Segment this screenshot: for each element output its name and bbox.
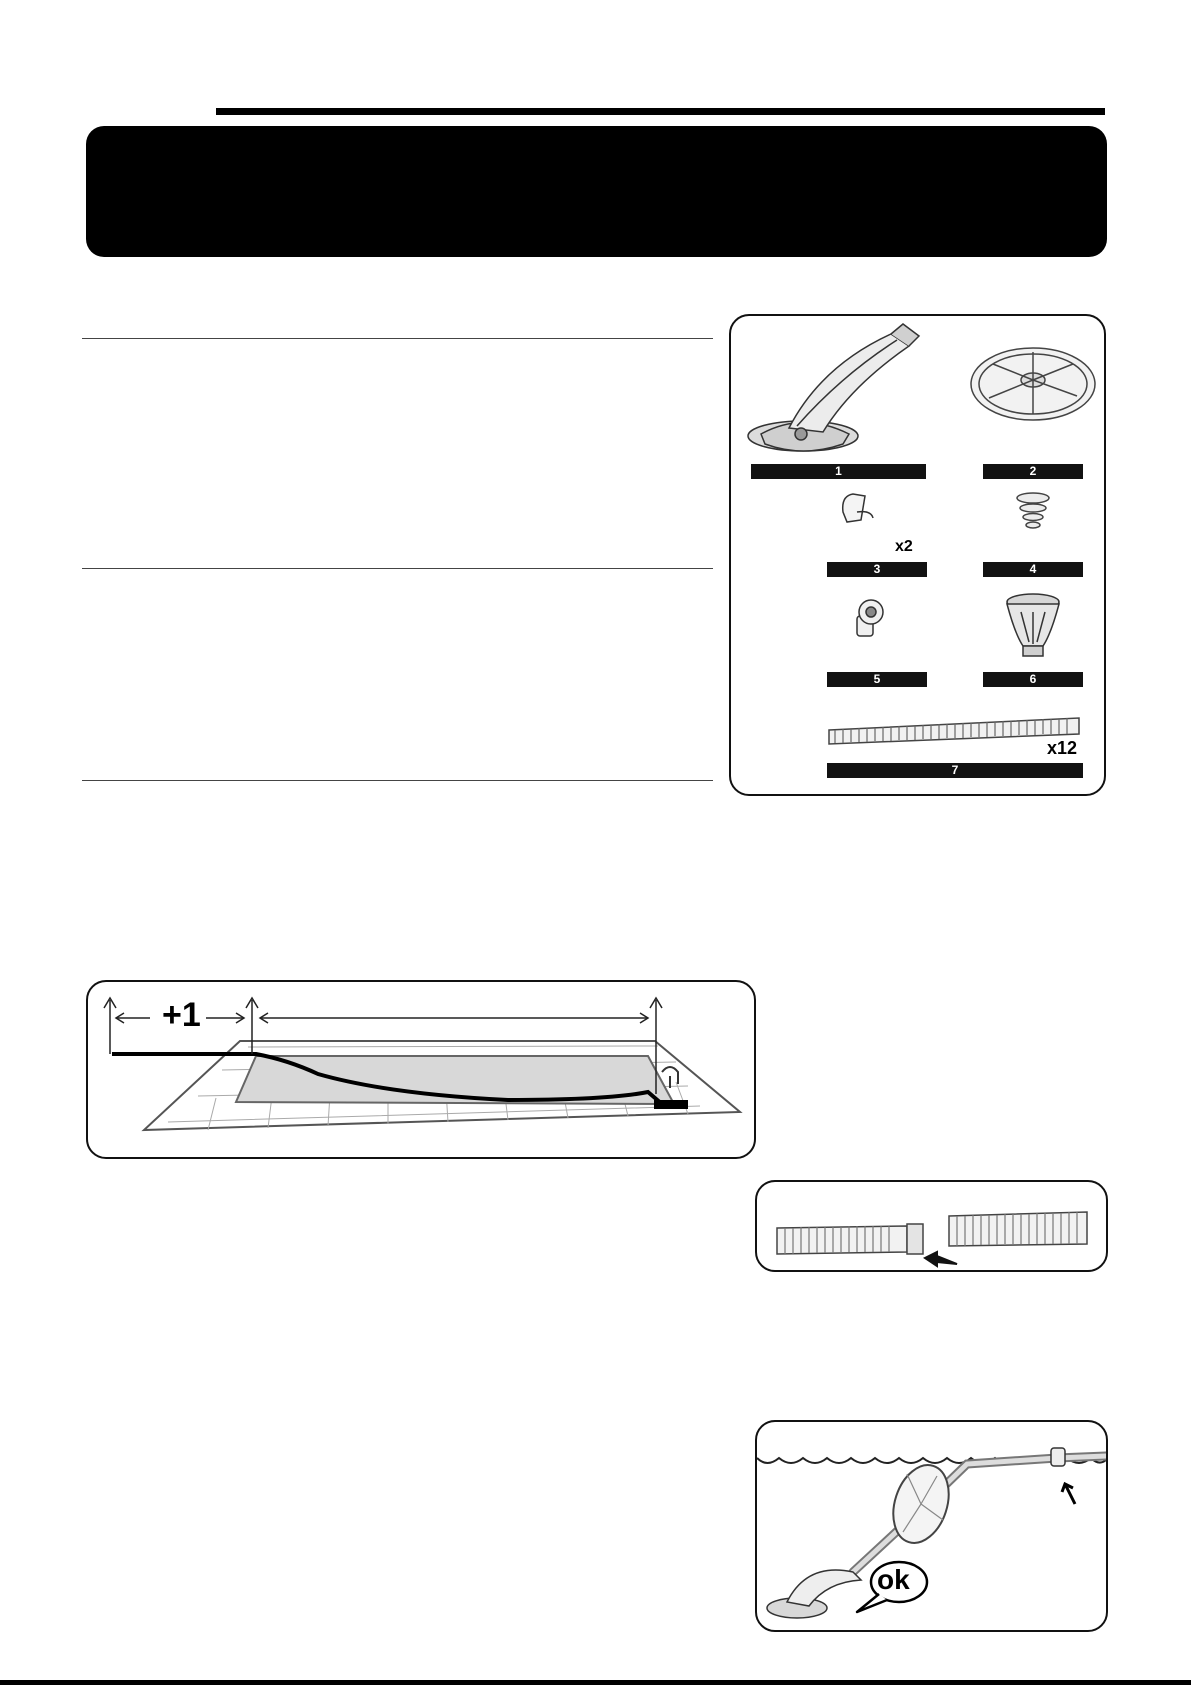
arrow-icon xyxy=(1062,1484,1075,1504)
cleaner-head-illustration xyxy=(748,324,919,451)
title-banner xyxy=(86,126,1107,257)
section-divider-1 xyxy=(82,338,713,339)
installation-check-panel xyxy=(755,1420,1108,1632)
parts-illustrations xyxy=(731,316,1104,794)
skimmer-adapter-illustration xyxy=(1007,594,1059,656)
regulator-valve-icon xyxy=(1051,1448,1065,1466)
part-6-label: 6 xyxy=(983,672,1083,687)
part-7-label: 7 xyxy=(827,763,1083,778)
push-arrow-icon xyxy=(925,1252,957,1266)
part-4-label: 4 xyxy=(983,562,1083,577)
part-2-label: 2 xyxy=(983,464,1083,479)
parts-list-panel xyxy=(729,314,1106,796)
part-1-label: 1 xyxy=(751,464,926,479)
header-rule xyxy=(216,108,1105,115)
cone-adapter-illustration xyxy=(1017,493,1049,528)
deflector-disc-illustration xyxy=(971,348,1095,420)
extra-length-label: +1 xyxy=(162,996,201,1034)
underwater-cleaner-illustration xyxy=(757,1422,1106,1630)
part-3-quantity: x2 xyxy=(895,538,913,555)
part-7-quantity: x12 xyxy=(1047,738,1078,758)
section-divider-2 xyxy=(82,568,713,569)
section-divider-3 xyxy=(82,780,713,781)
hose-connection-illustration xyxy=(757,1182,1106,1270)
regulator-valve-illustration xyxy=(857,600,883,636)
footer-rule xyxy=(0,1680,1191,1685)
hose-section-illustration xyxy=(829,718,1079,744)
hose-connection-panel xyxy=(755,1180,1108,1272)
part-3-label: 3 xyxy=(827,562,927,577)
weight-clip-illustration xyxy=(843,494,873,522)
hose-length-diagram-panel xyxy=(86,980,756,1159)
ok-label: ok xyxy=(877,1564,910,1595)
part-5-label: 5 xyxy=(827,672,927,687)
